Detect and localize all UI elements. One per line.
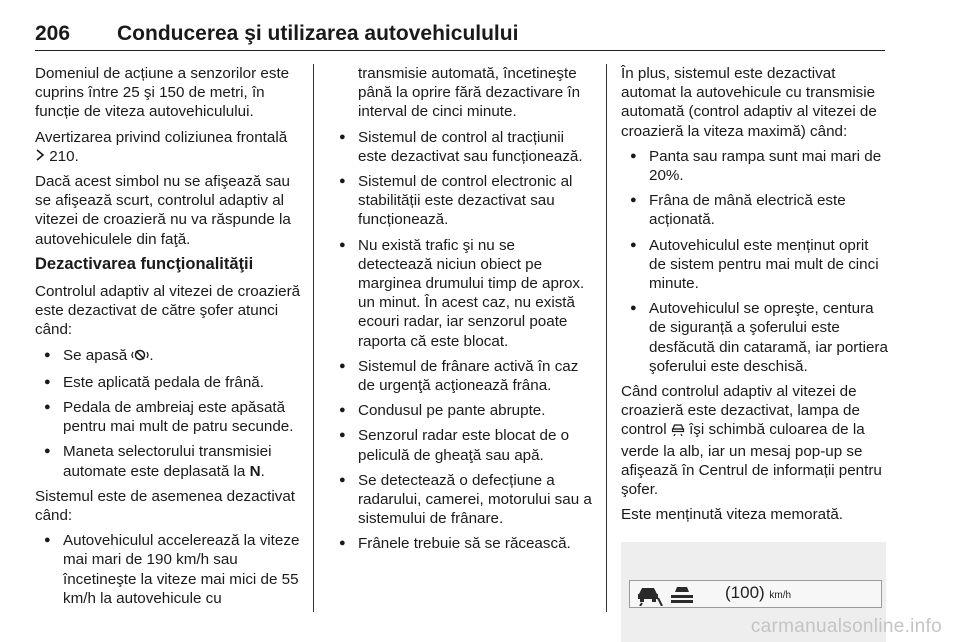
symbol-note: Dacă acest simbol nu se afişează sau se afişează scurt, controlul adaptiv al vitezei de croazieră nu va răspunde la autovehiculele din faţă. [35,173,291,248]
page-ref-arrow-icon [35,147,45,166]
driver-deactivation-list [35,346,301,481]
watermark: carmanualsonline.info [750,616,942,637]
list-item: ● Este aplicată pedala de frână. [35,373,301,392]
list-item: ● Nu există trafic şi nu se detectează niciun obiect pe marginea drumului timp de aprox. un minut. În acest caz, nu există ecouri radar, iar senzorul poate raporta că este blocat. [330,236,592,351]
stored-speed-text: Este menținută viteza memorată. [621,506,844,524]
driver-deactivation-intro: Controlul adaptiv al vitezei de croazieră este dezactivat de către şofer atunci când: [35,283,301,339]
list-item: ● Senzorul radar este blocat de o peliculă de gheaţă sau apă. [330,426,592,464]
list-item: ● Frânele trebuie să se răcească. [330,534,592,553]
following-distance-icon [670,584,694,609]
list-item: ● Pedala de ambreiaj este apăsată pentru mai mult de patru secunde. [35,398,301,436]
list-item: ● Se detectează o defecțiune a radarului, camerei, motorului sau a sistemului de frânare. [330,471,592,529]
auto-deactivation-list [621,147,888,376]
column-2 [330,64,592,560]
list-item: ● Panta sau rampa sunt mai mari de 20%. [621,147,888,185]
sensor-range-text: Domeniul de acțiune a senzorilor este cuprins între 25 şi 150 de metri, în funcție de viteza autovehiculului. [35,65,290,121]
system-deactivation-list [35,531,301,608]
list-item: ● Sistemul de control electronic al stabilității este dezactivat sau funcționează. [330,172,592,230]
list-item: ● Autovehiculul se opreşte, centura de siguranță a şoferului este desfăcută din cataramă, iar portiera şoferului este deschisă. [621,299,888,376]
list-item: ● Maneta selectorului transmisiei automate este deplasată la N. [35,442,301,480]
adaptive-cruise-lamp-icon [671,422,685,441]
column-divider-2 [606,64,607,612]
control-lamp-text: Când controlul adaptiv al vitezei de croazieră este dezactivat, lampa de control îşi schimbă culoarea de la verde la alb, iar un mesaj pop-up se afişează în Centrul de informații pentru şofer. [621,383,882,499]
list-continuation: transmisie automată, încetineşte până la oprire fără dezactivare în interval de cinci minute. [358,65,581,121]
chapter-title: Conducerea şi utilizarea autovehiculului [117,22,519,45]
auto-deactivation-intro: În plus, sistemul este dezactivat automat la autovehicule cu transmisie automată (control adaptiv al vitezei de croazieră la viteza maximă) când: [621,65,877,140]
system-deactivation-list-cont [330,128,592,554]
system-deactivation-intro: Sistemul este de asemenea dezactivat când: [35,487,296,525]
list-item: ● Autovehiculul accelerează la viteze mai mari de 190 km/h sau încetineşte la viteze mai mici de 55 km/h la autovehicule cu [35,531,301,608]
header-rule [35,50,885,51]
list-item: ● Sistemul de frânare activă în caz de urgenţă acţionează frâna. [330,357,592,395]
section-heading: Dezactivarea funcţionalităţii [35,254,254,273]
cruise-cancel-icon [131,348,149,367]
list-item: ● Se apasă . [35,346,301,367]
list-item: ● Condusul pe pante abrupte. [330,401,592,420]
column-divider-1 [313,64,314,612]
page-number: 206 [35,22,71,45]
list-item: ● Autovehiculul este menținut oprit de sistem pentru mai mult de cinci minute. [621,236,888,294]
cluster-display-bar [629,580,882,608]
collision-warning-text: Avertizarea privind coliziunea frontală [35,128,288,146]
column-1 [35,64,301,614]
page-header [35,22,885,52]
gear-n-label: N [249,462,261,480]
list-item: ● Frâna de mână electrică este acționată. [621,191,888,229]
set-speed-readout: (100) km/h [725,583,792,603]
collision-warning-ref [35,128,301,166]
collision-warning-page: 210. [49,147,79,165]
list-item: ● Sistemul de control al tracțiunii este dezactivat sau funcționează. [330,128,592,166]
column-3 [621,64,888,642]
adaptive-cruise-car-icon [636,584,664,611]
